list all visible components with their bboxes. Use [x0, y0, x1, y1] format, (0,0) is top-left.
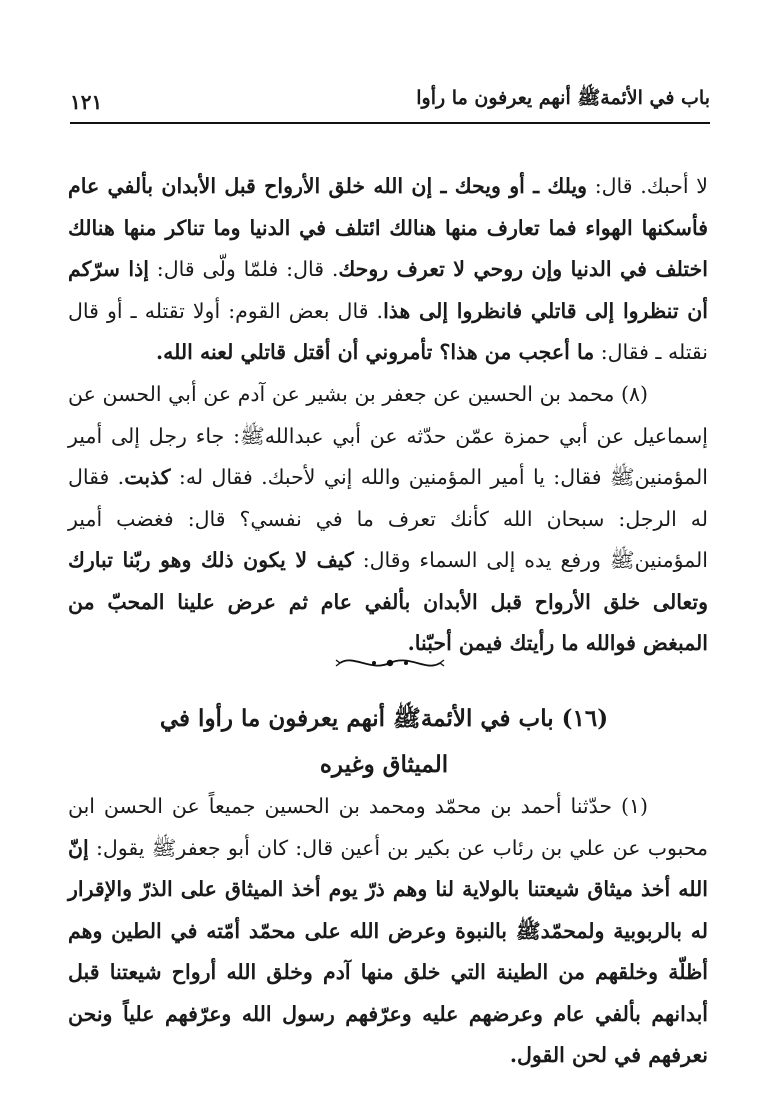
- text-run: (١) حدّثنا أحمد بن محمّد ومحمد بن الحسين جميعاً عن الحسن ابن محبوب عن علي بن رئاب عن بكير بن أعين قال: كان أبو جعفرﷺ يقول:: [68, 794, 708, 860]
- text-run-bold: إنّ الله أخذ ميثاق شيعتنا بالولاية لنا وهم ذرّ يوم أخذ الميثاق على الذرّ والإقرار له بالربوبية ولمحمّدﷺ بالنبوة وعرض الله على محمّد أمّته في الطين وهم أظلّة وخلقهم من الطينة التي خلق منها آدم وخلق الله أرواح شيعتنا قبل أبدانهم بألفي عام وعرضهم عليه وعرّفهم رسول الله وعرّفهم علياً ونحن نعرفهم في لحن القول.: [68, 835, 708, 1067]
- text-run: . قال: فلمّا ولّى قال:: [148, 257, 339, 281]
- running-header: [70, 82, 710, 124]
- text-run-bold: كيف لا يكون ذلك وهو ربّنا تبارك وتعالى خلق الأرواح قبل الأبدان بألفي عام ثم عرض علينا المحبّ من المبغض فوالله ما رأيتك فيمن أحبّنا.: [68, 548, 708, 655]
- text-run-bold: إذا سرّكم أن تنظروا إلى قاتلي فانظروا إلى هذا: [68, 257, 708, 323]
- page-number: ١٢١: [70, 90, 103, 114]
- text-run-bold: ما أعجب من هذا؟ تأمروني أن أقتل قاتلي لعنه الله.: [156, 340, 595, 364]
- section-heading-line-2: الميثاق وغيره: [319, 751, 449, 778]
- section-heading: [70, 696, 698, 788]
- paragraph-3: [68, 786, 708, 1077]
- text-run-bold: كذبت: [124, 465, 171, 489]
- paragraph-1: [68, 166, 708, 374]
- divider-ornament-icon: [334, 652, 446, 674]
- header-title: باب في الأئمةﷺ أنهم يعرفون ما رأوا: [416, 87, 710, 109]
- text-run: لا أحبك. قال:: [587, 174, 709, 198]
- text-run: . قال بعض القوم: أولا تقتله ـ أو قال نقتله ـ فقال:: [68, 298, 708, 364]
- paragraph-2: [68, 374, 708, 665]
- text-run: . فقال له الرجل: سبحان الله كأنك تعرف ما في نفسي؟ قال: فغضب أمير المؤمنينﷺ ورفع يده إلى السماء وقال:: [68, 465, 708, 572]
- text-run-bold: ويلك ـ أو ويحك ـ إن الله خلق الأرواح قبل الأبدان بألفي عام فأسكنها الهواء فما تعارف منها هنالك ائتلف في الدنيا وما تناكر منها هنالك اختلف في الدنيا وإن روحي لا تعرف روحك: [68, 174, 708, 281]
- text-run: (٨) محمد بن الحسين عن جعفر بن بشير عن آدم عن أبي الحسن عن إسماعيل عن أبي حمزة عمّن حدّثه عن أبي عبداللهﷺ: جاء رجل إلى أمير المؤمنينﷺ فقال: يا أمير المؤمنين والله إني لأحبك. فقال له:: [68, 382, 708, 489]
- section-heading-line-1: (١٦) باب في الأئمةﷺ أنهم يعرفون ما رأوا في: [159, 705, 609, 732]
